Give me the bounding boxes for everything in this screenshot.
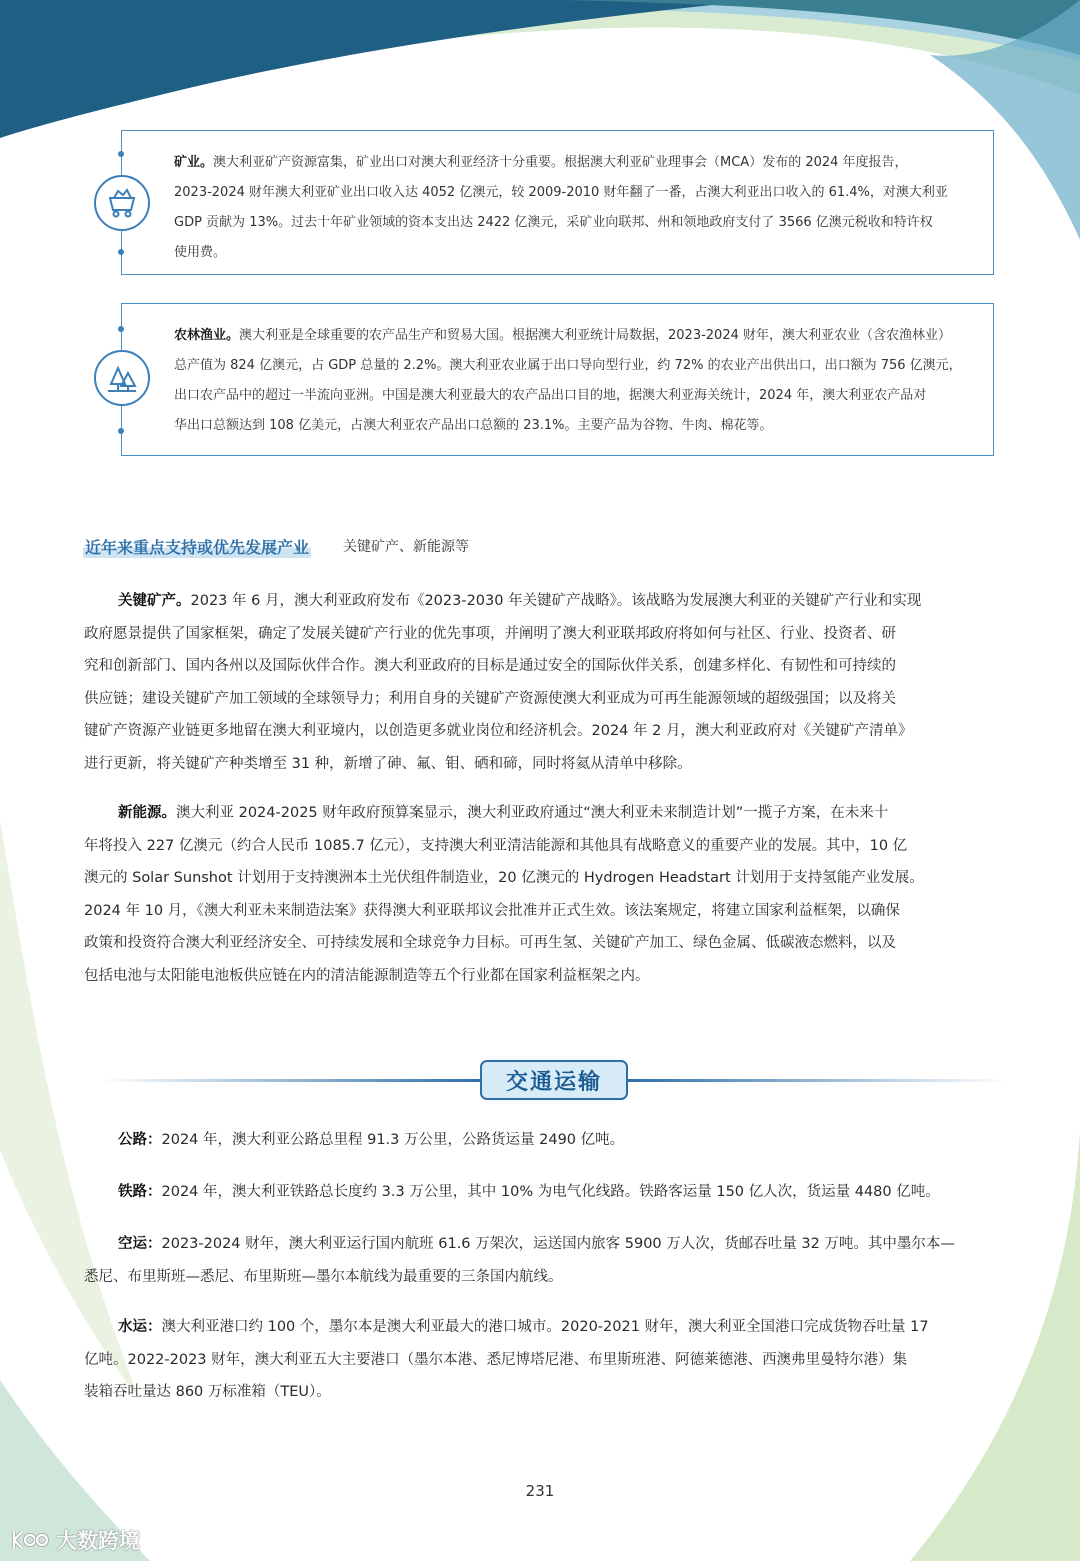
water-lead: 水运：: [118, 1319, 162, 1335]
page-number: 231: [525, 1482, 555, 1500]
watermark-text: 大数跨境: [56, 1529, 140, 1553]
mining-cart-icon: [94, 175, 150, 231]
paragraph-line: 装箱吞吐量达 860 万标准箱（TEU）。: [84, 1384, 331, 1400]
agriculture-lead: 农林渔业。: [174, 328, 240, 343]
agriculture-text: [174, 321, 973, 441]
agriculture-line: 华出口总额达到 108 亿美元，占澳大利亚农产品出口总额的 23.1%。主要产品为谷物、牛肉、棉花等。: [174, 418, 773, 433]
paragraph-line: 包括电池与太阳能电池板供应链在内的清洁能源制造等五个行业都在国家利益框架之内。: [84, 967, 650, 984]
paragraph-line: 澳大利亚 2024-2025 财年政府预算案显示，澳大利亚政府通过“澳大利亚未来制造计划”一揽子方案，在未来十: [176, 805, 889, 821]
new-energy-paragraph: [84, 797, 996, 992]
section-divider-right: [626, 1079, 1008, 1082]
rail-paragraph: [84, 1176, 996, 1209]
road-lead: 公路：: [118, 1132, 162, 1148]
road-paragraph: [84, 1124, 996, 1157]
paragraph-line: 2024 年 10 月，《澳大利亚未来制造法案》获得澳大利亚联邦议会批准并正式生效。该法案规定，将建立国家利益框架，以确保: [84, 902, 900, 919]
priority-note: 关键矿产、新能源等: [343, 539, 470, 555]
section-divider-left: [100, 1079, 482, 1082]
water-paragraph: [84, 1311, 996, 1409]
transport-section-title: 交通运输: [480, 1060, 628, 1100]
watermark-logo-icon: [10, 1528, 50, 1552]
agriculture-box: [121, 303, 994, 456]
rail-lead: 铁路：: [118, 1184, 162, 1200]
paragraph-line: 2023-2024 财年，澳大利亚运行国内航班 61.6 万架次，运送国内旅客 5900 万人次，货邮吞吐量 32 万吨。其中墨尔本—: [161, 1236, 955, 1252]
new-energy-lead: 新能源。: [118, 805, 176, 821]
box-connector-dot: [118, 428, 124, 434]
mining-box: [121, 130, 994, 275]
mining-line: 使用费。: [174, 245, 227, 260]
mining-line: GDP 贡献为 13%。过去十年矿业领域的资本支出达 2422 亿澳元，采矿业向联邦、州和领地政府支付了 3566 亿澳元税收和特许权: [174, 215, 933, 230]
agriculture-line: 澳大利亚是全球重要的农产品生产和贸易大国。根据澳大利亚统计局数据，2023-2024 财年，澳大利亚农业（含农渔林业）: [239, 328, 952, 343]
box-connector-dot: [118, 249, 124, 255]
air-paragraph: [84, 1228, 996, 1293]
priority-title: 近年来重点支持或优先发展产业: [83, 535, 311, 558]
box-connector-dot: [118, 151, 124, 157]
agriculture-line: 总产值为 824 亿澳元，占 GDP 总量的 2.2%。澳大利亚农业属于出口导向型行业，约 72% 的农业产出供出口，出口额为 756 亿澳元，: [174, 358, 962, 373]
paragraph-line: 供应链；建设关键矿产加工领域的全球领导力；利用自身的关键矿产资源使澳大利亚成为可再生能源领域的超级强国；以及将关: [84, 690, 896, 707]
paragraph-line: 政策和投资符合澳大利亚经济安全、可持续发展和全球竞争力目标。可再生氢、关键矿产加工、绿色金属、低碳液态燃料，以及: [84, 935, 896, 951]
paragraph-line: 键矿产资源产业链更多地留在澳大利亚境内，以创造更多就业岗位和经济机会。2024 年 2 月，澳大利亚政府对《关键矿产清单》: [84, 723, 913, 739]
paragraph-line: 究和创新部门、国内各州以及国际伙伴合作。澳大利亚政府的目标是通过安全的国际伙伴关系，创建多样化、有韧性和可持续的: [84, 658, 896, 674]
mining-lead: 矿业。: [174, 155, 214, 170]
paragraph-line: 亿吨。2022-2023 财年，澳大利亚五大主要港口（墨尔本港、悉尼博塔尼港、布里斯班港、阿德莱德港、西澳弗里曼特尔港）集: [84, 1351, 908, 1368]
critical-minerals-paragraph: [84, 585, 996, 780]
paragraph-line: 2023 年 6 月，澳大利亚政府发布《2023-2030 年关键矿产战略》。该战略为发展澳大利亚的关键矿产行业和实现: [190, 593, 922, 609]
box-connector-dot: [118, 326, 124, 332]
paragraph-line: 2024 年，澳大利亚铁路总长度约 3.3 万公里，其中 10% 为电气化线路。铁路客运量 150 亿人次，货运量 4480 亿吨。: [161, 1184, 940, 1200]
mining-line: 2023-2024 财年澳大利亚矿业出口收入达 4052 亿澳元，较 2009-2010 财年翻了一番，占澳大利亚出口收入的 61.4%，对澳大利亚: [174, 185, 948, 200]
priority-heading: [83, 533, 469, 559]
watermark: [10, 1525, 140, 1555]
paragraph-line: 澳元的 Solar Sunshot 计划用于支持澳洲本土光伏组件制造业，20 亿澳元的 Hydrogen Headstart 计划用于支持氢能产业发展。: [84, 870, 924, 886]
mining-text: [174, 148, 973, 268]
paragraph-line: 政府愿景提供了国家框架，确定了发展关键矿产行业的优先事项，并阐明了澳大利亚联邦政府将如何与社区、行业、投资者、研: [84, 625, 896, 642]
paragraph-line: 澳大利亚港口约 100 个，墨尔本是澳大利亚最大的港口城市。2020-2021 财年，澳大利亚全国港口完成货物吞吐量 17: [161, 1319, 929, 1335]
paragraph-line: 年将投入 227 亿澳元（约合人民币 1085.7 亿元），支持澳大利亚清洁能源和其他具有战略意义的重要产业的发展。其中，10 亿: [84, 837, 908, 854]
critical-minerals-lead: 关键矿产。: [118, 593, 191, 609]
trees-icon: [94, 350, 150, 406]
agriculture-line: 出口农产品中的超过一半流向亚洲。中国是澳大利亚最大的农产品出口目的地，据澳大利亚海关统计，2024 年，澳大利亚农产品对: [174, 388, 927, 403]
paragraph-line: 进行更新，将关键矿产种类增至 31 种，新增了砷、氟、钼、硒和碲，同时将氦从清单中移除。: [84, 755, 692, 772]
mining-line: 澳大利亚矿产资源富集，矿业出口对澳大利亚经济十分重要。根据澳大利亚矿业理事会（MCA）发布的 2024 年度报告，: [213, 155, 908, 170]
air-lead: 空运：: [118, 1236, 162, 1252]
paragraph-line: 悉尼、布里斯班—悉尼、布里斯班—墨尔本航线为最重要的三条国内航线。: [84, 1268, 563, 1285]
paragraph-line: 2024 年，澳大利亚公路总里程 91.3 万公里，公路货运量 2490 亿吨。: [161, 1132, 625, 1148]
